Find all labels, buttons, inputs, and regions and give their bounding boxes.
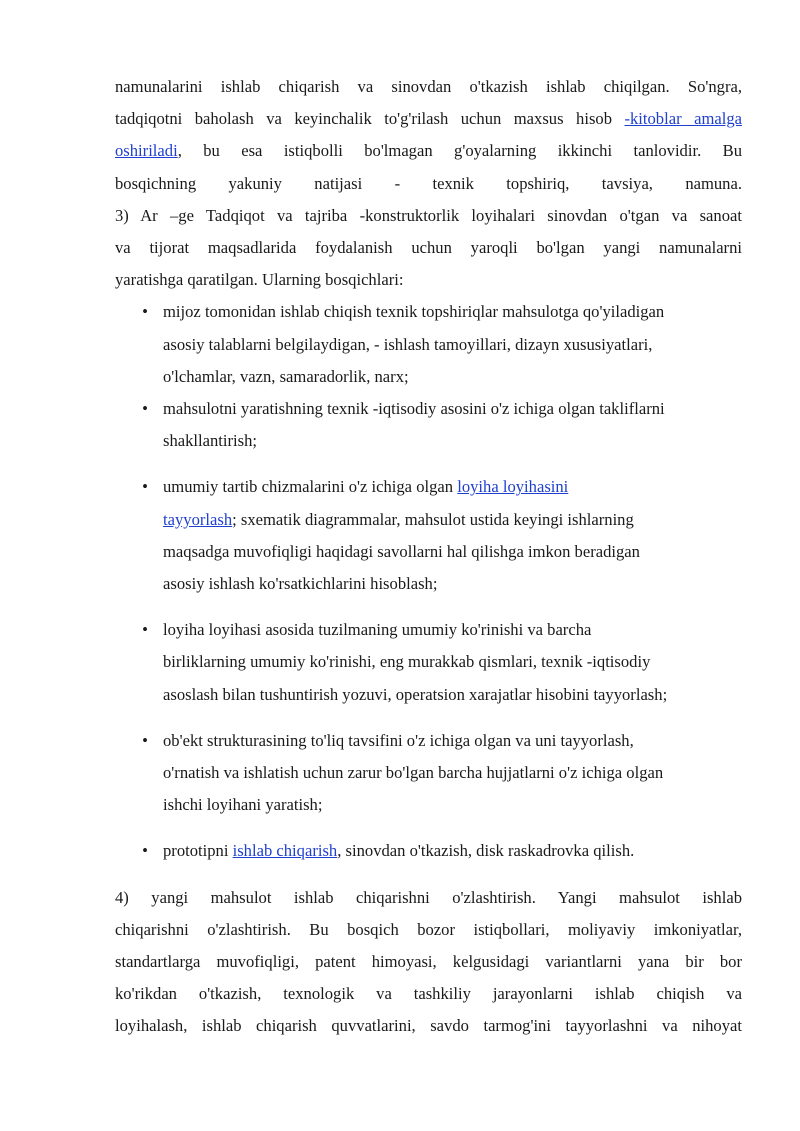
text-line: va tijorat maqsadlarida foydalanish uchun yaroqli bo'lgan yangi namunalarni <box>115 238 742 258</box>
text-line: o'lchamlar, vazn, samaradorlik, narx; <box>163 366 409 386</box>
link-loyiha-loyihasini[interactable]: loyiha loyihasini <box>457 477 569 497</box>
text-line: maqsadga muvofiqligi haqidagi savollarni hal qilishga imkon beradigan <box>163 541 640 561</box>
text-line: 4) yangi mahsulot ishlab chiqarishni o'zlashtirish. Yangi mahsulot ishlab <box>115 887 742 907</box>
text-line: 3) Ar –ge Tadqiqot va tajriba -konstruktorlik loyihalari sinovdan o'tgan va sanoat <box>115 205 742 225</box>
link-ishlab-chiqarish[interactable]: ishlab chiqarish <box>232 841 338 861</box>
text-line: namunalarini ishlab chiqarish va sinovdan o'tkazish ishlab chiqilgan. So'ngra, <box>115 77 742 96</box>
link-oshiriladi[interactable]: oshiriladi <box>115 141 178 161</box>
list-item <box>115 471 742 600</box>
text-line: loyihalash, ishlab chiqarish quvvatlarini, savdo tarmog'ini tayyorlashni va nihoyat <box>115 1016 742 1036</box>
list-spacer <box>115 711 742 725</box>
paragraph-stages-intro <box>115 71 742 296</box>
link-tayyorlash[interactable]: tayyorlash <box>163 509 233 529</box>
text-line: prototipni ishlab chiqarish, sinovdan o'tkazish, disk raskadrovka qilish. <box>163 841 635 861</box>
text-line: asosiy ishlash ko'rsatkichlarini hisoblash; <box>163 574 438 594</box>
text-line: ob'ekt strukturasining to'liq tavsifini o'z ichiga olgan va uni tayyorlash, <box>163 730 634 750</box>
text-line: loyiha loyihasi asosida tuzilmaning umumiy ko'rinishi va barcha <box>163 620 592 640</box>
bullet-icon: • <box>142 477 148 497</box>
text-line: yaratishga qaratilgan. Ularning bosqichlari: <box>115 270 404 290</box>
list-item <box>115 393 742 457</box>
link-kitoblar-amalga[interactable]: -kitoblar amalga <box>624 109 742 129</box>
text-line: ko'rikdan o'tkazish, texnologik va tashkiliy jarayonlarni ishlab chiqish va <box>115 984 742 1004</box>
text-line: shakllantirish; <box>163 431 258 451</box>
stages-bullet-list <box>115 296 742 867</box>
document-page <box>115 71 742 1043</box>
text-line: tayyorlash; sxematik diagrammalar, mahsulot ustida keyingi ishlarning <box>163 509 634 529</box>
list-item <box>115 296 742 393</box>
text-line: birliklarning umumiy ko'rinishi, eng murakkab qismlari, texnik -iqtisodiy <box>163 652 651 672</box>
text-line: chiqarishni o'zlashtirish. Bu bosqich bozor istiqbollari, moliyaviy imkoniyatlar, <box>115 919 742 939</box>
text-line: oshiriladi, bu esa istiqbolli bo'lmagan g'oyalarning ikkinchi tanlovidir. Bu <box>115 141 742 161</box>
paragraph-stage-four <box>115 882 742 1043</box>
text-line: asosiy talablarni belgilaydigan, - ishlash tamoyillari, dizayn xususiyatlari, <box>163 334 653 354</box>
list-item <box>115 725 742 822</box>
list-spacer <box>115 821 742 835</box>
text-line: ishchi loyihani yaratish; <box>163 795 323 815</box>
text-line: bosqichning yakuniy natijasi - texnik topshiriq, tavsiya, namuna. <box>115 173 742 193</box>
text-line: tadqiqotni baholash va keyinchalik to'g'rilash uchun maxsus hisob -kitoblar amalga <box>115 109 742 129</box>
list-spacer <box>115 457 742 471</box>
text-line: asoslash bilan tushuntirish yozuvi, operatsion xarajatlar hisobini tayyorlash; <box>163 684 668 704</box>
text-line: mijoz tomonidan ishlab chiqish texnik topshiriqlar mahsulotga qo'yiladigan <box>163 302 665 322</box>
list-item <box>115 835 742 867</box>
list-spacer <box>115 600 742 614</box>
text-line: standartlarga muvofiqligi, patent himoyasi, kelgusidagi variantlarni yana bir bor <box>115 952 742 972</box>
paragraph-spacer <box>115 868 742 882</box>
text-line: o'rnatish va ishlatish uchun zarur bo'lgan barcha hujjatlarni o'z ichiga olgan <box>163 763 664 783</box>
bullet-icon: • <box>142 730 148 750</box>
bullet-icon: • <box>142 399 148 419</box>
text-line: mahsulotni yaratishning texnik -iqtisodiy asosini o'z ichiga olgan takliflarni <box>163 399 665 419</box>
text-line: umumiy tartib chizmalarini o'z ichiga olgan loyiha loyihasini <box>163 477 569 497</box>
list-item <box>115 614 742 711</box>
bullet-icon: • <box>142 841 148 861</box>
bullet-icon: • <box>142 620 148 640</box>
bullet-icon: • <box>142 302 148 322</box>
